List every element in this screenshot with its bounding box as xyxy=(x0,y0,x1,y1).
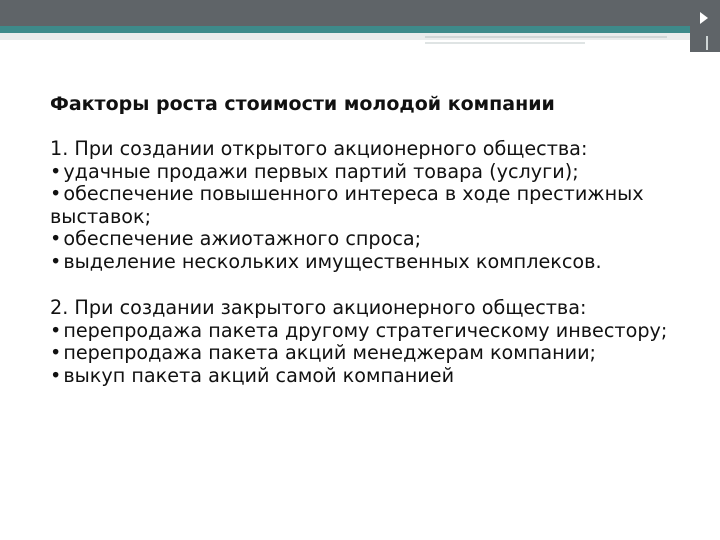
slide-content xyxy=(50,92,690,411)
triangle-marker-icon xyxy=(700,12,708,24)
bullet-text: удачные продажи первых партий товара (услуги); xyxy=(63,159,579,183)
slide-title: Факторы роста стоимости молодой компании xyxy=(50,93,555,115)
section-open-joint-stock xyxy=(50,138,690,273)
bullet-item xyxy=(50,183,690,228)
bullet-item xyxy=(50,342,690,365)
bullet-list xyxy=(50,161,690,274)
section-closed-joint-stock xyxy=(50,297,690,387)
header-bar xyxy=(0,0,720,26)
bullet-item xyxy=(50,228,690,251)
bullet-text: обеспечение ажиотажного спроса; xyxy=(63,227,422,250)
header-decor-line xyxy=(425,42,585,44)
section-heading: 2. При создании закрытого акционерного общества: xyxy=(50,296,587,319)
bullet-text: выкуп пакета акций самой компанией xyxy=(63,363,455,387)
header-decor-line xyxy=(425,36,667,38)
header-accent-stripe xyxy=(0,26,690,33)
bullet-text: перепродажа пакета акций менеджерам компании; xyxy=(63,341,597,364)
bullet-item xyxy=(50,161,690,184)
header-decor-gap xyxy=(590,40,668,44)
bullet-list xyxy=(50,320,690,388)
bullet-text: выделение нескольких имущественных комплексов. xyxy=(63,249,602,273)
section-heading: 1. При создании открытого акционерного общества: xyxy=(50,137,588,160)
header-corner-block xyxy=(690,0,720,52)
bullet-item xyxy=(50,320,690,343)
bullet-text: обеспечение повышенного интереса в ходе престижных выставок; xyxy=(50,182,644,228)
bullet-item xyxy=(50,251,690,274)
header-decor-tick xyxy=(706,36,708,50)
bullet-item xyxy=(50,365,690,388)
bullet-text: перепродажа пакета другому стратегическому инвестору; xyxy=(63,318,668,342)
